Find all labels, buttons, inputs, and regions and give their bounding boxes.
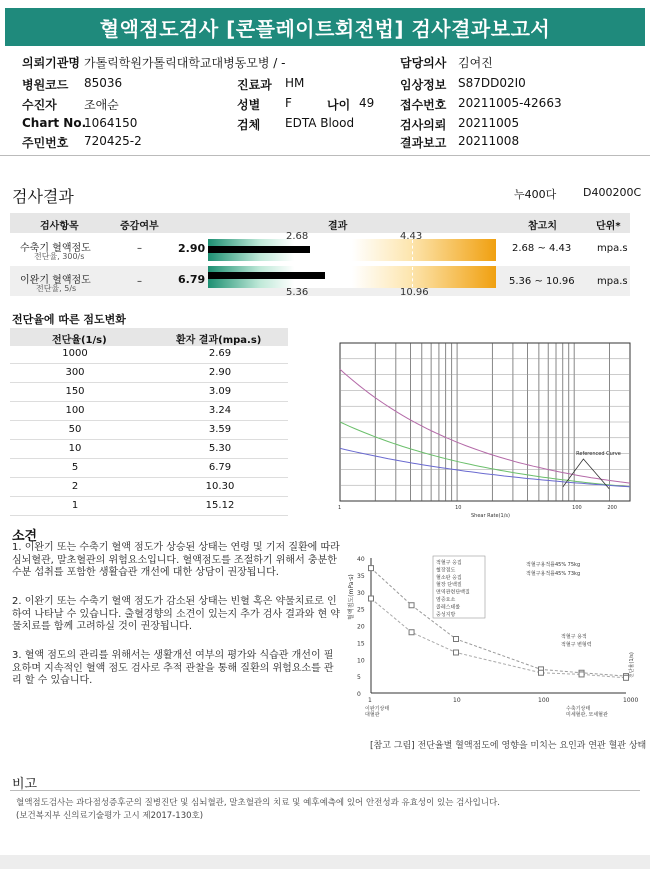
shear-row (10, 403, 288, 421)
chart2-legend-item: 적혈구용적률45% 73kg (526, 571, 581, 577)
info-age-label: 나이 (327, 98, 351, 112)
info-left-4 (22, 134, 142, 151)
shear-col-result: 환자 결과(mpa.s) (176, 335, 262, 346)
col-flag: 증감여부 (120, 221, 159, 232)
info-right-2-label: 접수번호 (400, 98, 447, 112)
chart2-right-label: 적혈구 변형력 (561, 642, 592, 648)
remark-line-1: 혈액점도검사는 과다점성증후군의 질병진단 및 심뇌혈관, 말초혈관의 치료 및 예후예측에 있어 안전성과 유효성이 있는 검사입니다. (16, 798, 500, 808)
row2-ref-high: 10.96 (400, 287, 429, 298)
info-left-0-value: 가톨릭학원가톨릭대학교대병동모병 / - (84, 56, 286, 70)
chart2-series-2-point (369, 596, 374, 601)
shear-rate-cell: 1000 (62, 348, 88, 359)
chart1-xlabel: Shear Rate(1/s) (471, 513, 510, 519)
results-heading: 검사결과 (12, 187, 74, 206)
shear-row (10, 384, 288, 402)
opinion-heading: 소견 (12, 529, 38, 544)
info-right-0-label: 담당의사 (400, 56, 447, 70)
info-age (327, 96, 374, 113)
chart2-ylabel: 혈액점도(mPa·s) (348, 574, 355, 620)
info-right-3 (400, 116, 519, 133)
info-right-0 (400, 54, 493, 71)
info-left-1-label: 병원코드 (22, 78, 69, 92)
chart2-series-2-point (454, 650, 459, 655)
shear-row (10, 346, 288, 364)
info-left-3-label: Chart No. (22, 116, 87, 130)
row1-value: 2.90 (178, 242, 206, 255)
chart2-ytick: 25 (357, 606, 365, 614)
chart2-xtick: 1 (368, 697, 372, 704)
chart2-factor: 콜레스테롤 (436, 604, 461, 611)
chart2-ytick: 10 (357, 657, 365, 665)
remark-line-2: (보건복지부 신의료기술평가 고시 제2017-130호) (16, 811, 204, 821)
info-mid-1-value: F (285, 96, 292, 110)
row2-upper-mark (412, 267, 413, 287)
shear-rate-cell: 5 (71, 462, 79, 473)
row2-unit: mpa.s (597, 276, 628, 287)
chart1-xtick: 200 (607, 505, 617, 511)
info-right-1-value: S87DD02I0 (458, 76, 526, 90)
row2-flag: – (137, 276, 142, 287)
chart2-factor: 중성지방 (436, 611, 456, 618)
col-item: 검사항목 (40, 221, 79, 232)
shear-row (10, 498, 288, 516)
opinion-item-1: 1. 이완기 또는 수축기 혈액 점도가 상승된 상태는 연령 및 기저 질환에 따라 심뇌혈관, 말초혈관의 위험요소입니다. 혈액점도를 조절하기 위해서 충분한 수분 섭취를 포함한 생활습관 개선에 대한 상담이 권장됩니다. (12, 542, 340, 578)
row1-value-bar (208, 246, 310, 253)
chart2-ytick: 20 (357, 623, 365, 631)
col-unit: 단위* (596, 221, 621, 232)
chart2-legend-item: 적혈구용적률45% 75kg (526, 562, 581, 568)
chart2-series-2 (371, 599, 626, 678)
info-left-2-value: 조애순 (84, 98, 119, 112)
shear-rate-cell: 150 (65, 386, 85, 397)
shear-value-cell: 2.90 (208, 367, 232, 378)
row2-value-bar (208, 272, 325, 279)
info-left-0-label: 의뢰기관명 (22, 56, 80, 70)
shear-row (10, 479, 288, 497)
chart2-right-note: 수축기상태 (566, 706, 591, 712)
row2-name: 이완기 혈액점도 (20, 275, 91, 286)
shear-row (10, 441, 288, 459)
shear-value-cell: 10.30 (205, 481, 235, 492)
info-left-4-value: 720425-2 (84, 134, 142, 148)
info-left-2-label: 수진자 (22, 98, 57, 112)
chart2-right-note: 미세혈관, 모세혈관 (566, 712, 608, 718)
shear-value-cell: 15.12 (205, 500, 235, 511)
code-2: D400200C (583, 186, 642, 199)
row1-flag: – (137, 243, 142, 254)
info-mid-1-label: 성별 (237, 98, 261, 112)
chart2-ytick: 15 (357, 640, 365, 648)
viscosity-reference-chart (320, 335, 640, 525)
col-ref: 참고치 (528, 221, 557, 232)
info-mid-0-label: 진료과 (237, 78, 272, 92)
shear-value-cell: 6.79 (208, 462, 232, 473)
info-left-0 (22, 54, 285, 71)
shear-col-rate: 전단율(1/s) (52, 335, 107, 346)
info-right-3-value: 20211005 (458, 116, 520, 130)
shear-value-cell: 3.24 (208, 405, 232, 416)
info-mid-2-label: 검체 (237, 118, 261, 132)
chart2-factor: 면역관련단백질 (436, 589, 470, 596)
chart2-right-label: 적혈구 용적 (561, 634, 587, 640)
chart2-ytick: 30 (357, 589, 365, 597)
chart2-left-note: 이완기상태 (365, 706, 390, 712)
chart2-factor: 혈장점도 (436, 567, 456, 574)
chart2-factor: 염증요소 (436, 597, 456, 603)
chart1-xtick: 10 (455, 505, 462, 511)
chart2-series-2-point (539, 670, 544, 675)
chart2-xtick: 100 (538, 697, 550, 704)
remark-divider (10, 790, 640, 791)
chart2-series-1 (371, 568, 626, 676)
shear-rate-cell: 50 (68, 424, 82, 435)
chart2-ytick: 35 (357, 572, 365, 580)
info-mid-2-value: EDTA Blood (285, 116, 355, 130)
info-right-3-label: 검사의뢰 (400, 118, 447, 132)
chart2-xtick: 1000 (623, 697, 639, 704)
row2-ref-low: 5.36 (286, 287, 309, 298)
chart2-series-2-point (409, 630, 414, 635)
chart2-xtick: 10 (453, 697, 461, 704)
row1-unit: mpa.s (597, 243, 628, 254)
opinion-item-3: 3. 혈액 점도의 관리를 위해서는 생활개선 여부의 평가와 식습관 개선이 필요하며 지속적인 혈액 점도 검사로 추적 관찰을 통해 질환의 위험요소를 관리 할 수 있습니다. (12, 650, 334, 686)
shear-factor-figure (345, 548, 640, 730)
row1-ref-low: 2.68 (286, 231, 309, 242)
opinion-item-2: 2. 이완기 또는 수축기 혈액 점도가 감소된 상태는 빈혈 혹은 약물치료로 인하여 나타날 수 있습니다. 출혈경향의 소견이 있는지 추가 검사 결과와 현 약물치료를 함께 고려하실 것이 권장됩니다. (12, 596, 340, 632)
row2-ref: 5.36 ~ 10.96 (509, 276, 575, 287)
chart2-series-1-point (369, 566, 374, 571)
chart2-ytick: 40 (357, 556, 365, 563)
info-right-2-value: 20211005-42663 (458, 96, 562, 110)
info-right-2 (400, 96, 562, 113)
figure-caption: [참고 그림] 전단율별 혈액점도에 영향을 미치는 요인과 연관 혈관 상태 (370, 741, 647, 751)
info-mid-0-value: HM (285, 76, 305, 90)
info-left-3 (22, 116, 137, 130)
shear-rate-cell: 300 (65, 367, 85, 378)
row2-value: 6.79 (178, 273, 206, 286)
info-left-3-value: 1064150 (84, 116, 138, 130)
chart2-series-2-point (579, 672, 584, 677)
chart1-xtick: 100 (572, 505, 582, 511)
info-left-1 (22, 76, 122, 93)
info-mid-2 (237, 116, 354, 133)
chart2-series-2-point (624, 675, 629, 680)
chart2-series-1-point (454, 637, 459, 642)
info-age-value: 49 (359, 96, 375, 110)
info-right-4-value: 20211008 (458, 134, 520, 148)
code-1: 누400다 (514, 188, 557, 201)
chart2-ytick: 5 (357, 674, 361, 682)
report-title: 혈액점도검사 [콘플레이트회전법] 검사결과보고서 (5, 8, 645, 46)
info-right-4 (400, 134, 519, 151)
shear-rate-cell: 10 (68, 443, 82, 454)
shear-value-cell: 3.09 (208, 386, 232, 397)
shear-rate-cell: 2 (71, 481, 79, 492)
info-left-1-value: 85036 (84, 76, 123, 90)
info-mid-0 (237, 76, 304, 93)
info-right-1 (400, 76, 526, 93)
chart2-series-1-point (409, 603, 414, 608)
info-left-4-label: 주민번호 (22, 136, 69, 150)
shear-row (10, 422, 288, 440)
chart2-y-side: 전단율(1/s) (629, 652, 635, 678)
info-right-4-label: 결과보고 (400, 136, 447, 150)
shear-row (10, 460, 288, 478)
chart2-ytick: 0 (357, 691, 361, 698)
shear-heading: 전단율에 따른 점도변화 (12, 313, 126, 326)
shear-value-cell: 2.69 (208, 348, 232, 359)
shear-value-cell: 3.59 (208, 424, 232, 435)
row2-sub: 전단율, 5/s (36, 284, 77, 293)
shear-rate-cell: 100 (65, 405, 85, 416)
row1-name: 수축기 혈액점도 (20, 243, 91, 254)
info-right-0-value: 김여진 (458, 56, 493, 70)
remark-heading: 비고 (12, 777, 38, 792)
shear-row (10, 365, 288, 383)
chart2-factor: 혈장 단백질 (436, 582, 462, 589)
chart1-xtick: 1 (338, 505, 342, 511)
shear-rate-cell: 1 (71, 500, 79, 511)
shear-value-cell: 5.30 (208, 443, 232, 454)
chart1-legend: Referenced Curve (576, 451, 621, 457)
chart2-factor: 혈소판 응집 (436, 574, 462, 581)
chart2-factor: 적혈구 응집 (436, 560, 462, 566)
info-left-2 (22, 96, 119, 113)
row1-ref: 2.68 ~ 4.43 (512, 243, 572, 254)
info-mid-1 (237, 96, 292, 113)
col-result: 결과 (328, 221, 348, 232)
divider (0, 155, 650, 156)
chart2-left-note: 대혈관 (365, 712, 380, 718)
info-right-1-label: 임상정보 (400, 78, 447, 92)
row1-upper-mark (412, 240, 413, 260)
footer-band (0, 855, 650, 869)
row1-ref-high: 4.43 (400, 231, 423, 242)
row1-sub: 전단율, 300/s (34, 252, 85, 261)
